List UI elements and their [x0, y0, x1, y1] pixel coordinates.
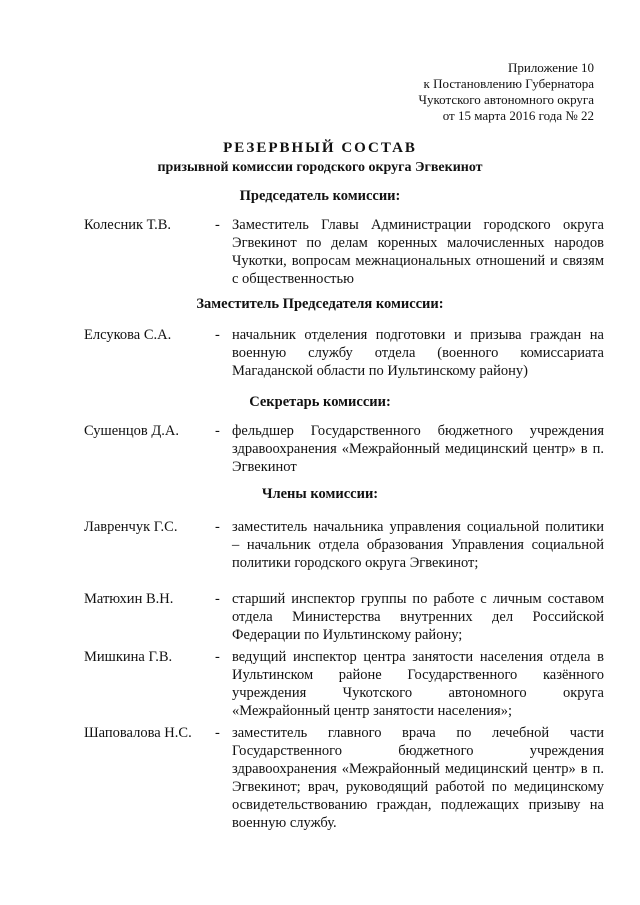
member-dash: -	[215, 423, 220, 439]
member-position: фельдшер Государственного бюджетного учреждения здравоохранения «Межрайонный медицинский центр» в п. Эгвекинот	[232, 423, 604, 475]
member-dash: -	[215, 519, 220, 535]
section-heading-members: Члены комиссии:	[261, 486, 379, 502]
member-name: Сушенцов Д.А.	[84, 423, 180, 439]
member-name: Лавренчук Г.С.	[84, 519, 178, 535]
appendix-line: к Постановлению Губернатора	[423, 76, 594, 91]
appendix-line: Чукотского автономного округа	[418, 92, 594, 107]
member-name: Мишкина Г.В.	[84, 649, 173, 665]
member-dash: -	[215, 217, 220, 233]
document-subtitle: призывной комиссии городского округа Эгвекинот	[157, 160, 483, 175]
member-position: ведущий инспектор центра занятости населения отдела в Иультинском районе Государственного казённого учреждения Чукотского автономного округа «Межрайонный центр занятости населения»;	[232, 649, 604, 719]
member-name: Матюхин В.Н.	[84, 591, 174, 607]
appendix-line: от 15 марта 2016 года № 22	[442, 108, 594, 123]
section-heading-deputy: Заместитель Председателя комиссии:	[196, 296, 444, 312]
member-position: заместитель главного врача по лечебной части Государственного бюджетного учреждения здравоохранения «Межрайонный медицинский центр» в п. Эгвекинот; врач, руководящий работой по медицинскому освидетельствованию граждан, подлежащих призыву на военную службу.	[232, 725, 604, 831]
document-title: РЕЗЕРВНЫЙ СОСТАВ	[223, 140, 417, 156]
member-position: старший инспектор группы по работе с личным составом отдела Министерства внутренних дел Российской Федерации по Иультинскому району;	[232, 591, 604, 643]
member-name: Колесник Т.В.	[84, 217, 171, 233]
member-dash: -	[215, 725, 220, 741]
member-dash: -	[215, 591, 220, 607]
member-position: заместитель начальника управления социальной политики – начальник отдела образования Управления социальной политики городского округа Эгвекинот;	[232, 519, 604, 571]
member-dash: -	[215, 327, 220, 343]
member-position: Заместитель Главы Администрации городского округа Эгвекинот по делам коренных малочисленных народов Чукотки, вопросам межнациональных отношений и связям с общественностью	[232, 217, 604, 287]
member-dash: -	[215, 649, 220, 665]
member-position: начальник отделения подготовки и призыва граждан на военную службу отдела (военного комиссариата Магаданской области по Иультинскому району)	[232, 327, 604, 379]
member-name: Елсукова С.А.	[84, 327, 172, 343]
section-heading-secretary: Секретарь комиссии:	[249, 394, 391, 410]
appendix-block	[360, 60, 594, 124]
section-heading-chairman: Председатель комиссии:	[239, 188, 401, 204]
appendix-line: Приложение 10	[507, 60, 594, 75]
member-name: Шаповалова Н.С.	[84, 725, 192, 741]
